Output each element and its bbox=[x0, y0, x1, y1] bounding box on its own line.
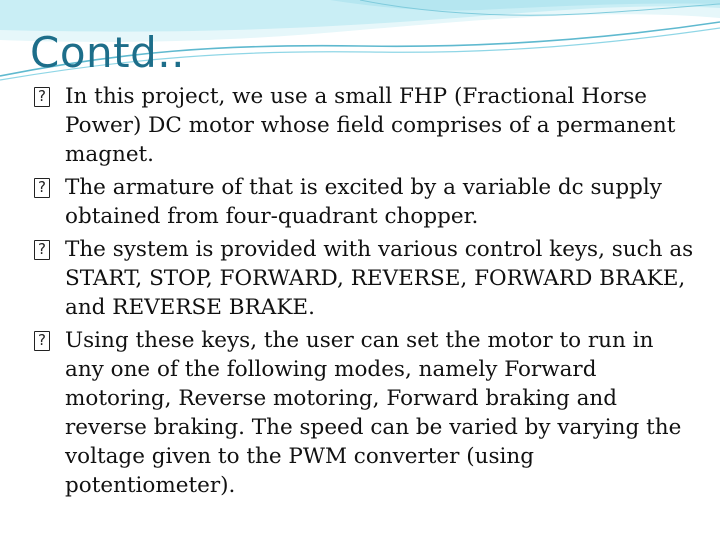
bullet-text: The armature of that is excited by a variable dc supply obtained from four-quadrant chopper. bbox=[65, 175, 662, 229]
bullet-list bbox=[34, 82, 694, 504]
bullet-item bbox=[34, 173, 694, 231]
bullet-text: In this project, we use a small FHP (Fractional Horse Power) DC motor whose field comprises of a permanent magnet. bbox=[65, 84, 676, 167]
slide-title: Contd.. bbox=[30, 28, 185, 77]
bullet-item bbox=[34, 326, 694, 500]
bullet-item bbox=[34, 235, 694, 322]
bullet-item bbox=[34, 82, 694, 169]
bullet-placeholder-icon: ? bbox=[34, 331, 50, 351]
bullet-text: Using these keys, the user can set the motor to run in any one of the following modes, namely Forward motoring, Reverse motoring, Forward braking and reverse braking. The speed can be varied by varying the voltage given to the PWM converter (using potentiometer). bbox=[65, 328, 682, 498]
bullet-placeholder-icon: ? bbox=[34, 240, 50, 260]
bullet-placeholder-icon: ? bbox=[34, 178, 50, 198]
bullet-text: The system is provided with various control keys, such as START, STOP, FORWARD, REVERSE, FORWARD BRAKE, and REVERSE BRAKE. bbox=[65, 237, 694, 320]
bullet-placeholder-icon: ? bbox=[34, 87, 50, 107]
